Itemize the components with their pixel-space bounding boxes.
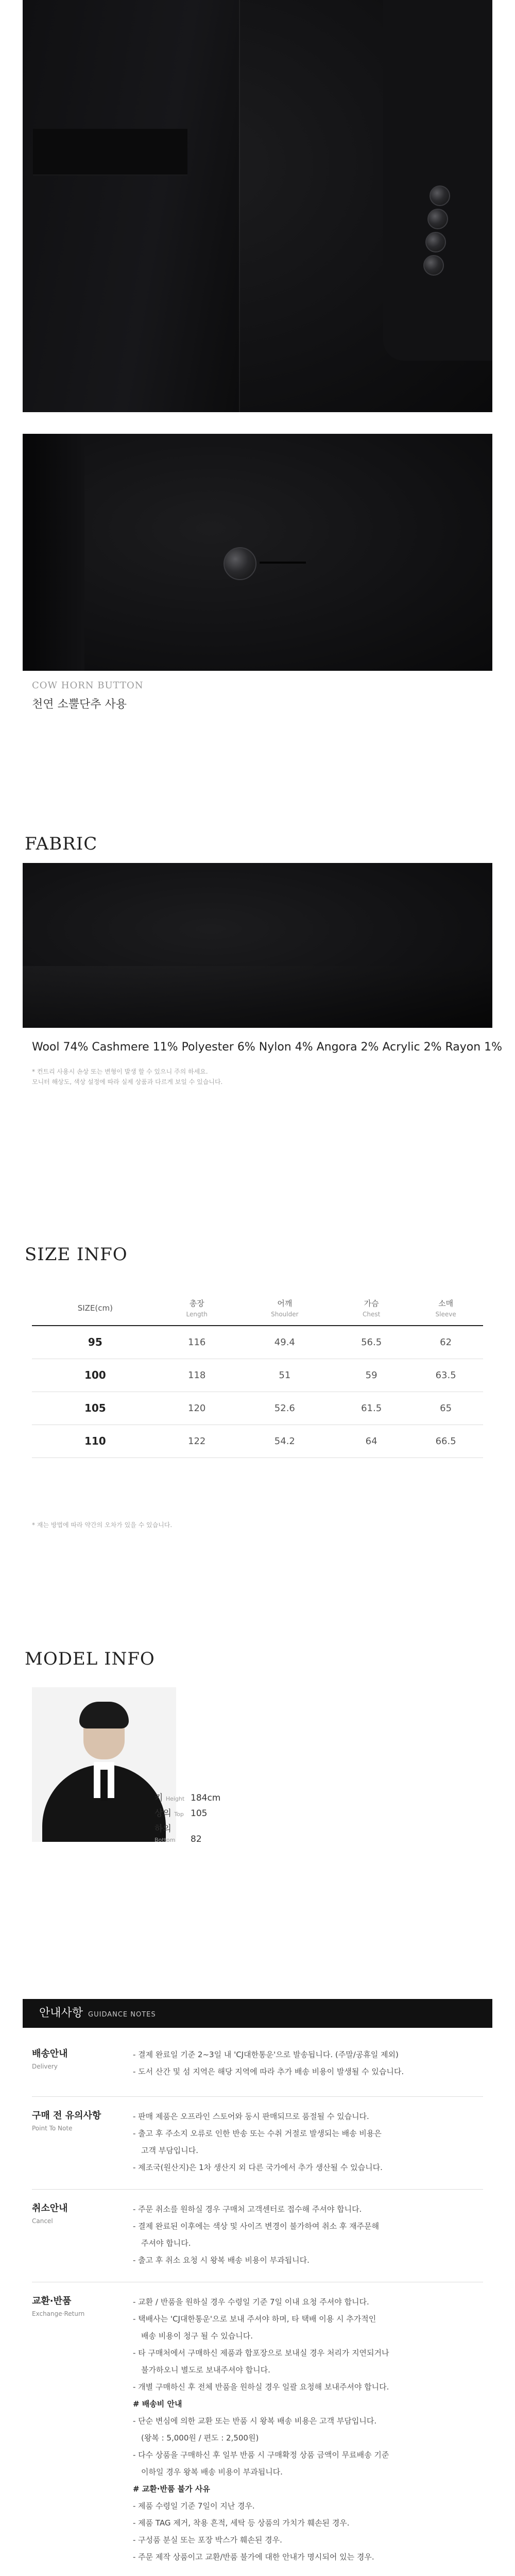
- list-item: - 판매 제품은 오프라인 스토어와 동시 판매되므로 품절될 수 있습니다.: [133, 2112, 369, 2121]
- list-item: - 타 구매처에서 구매하신 제품과 합포장으로 보내실 경우 처리가 지연되거나: [133, 2348, 389, 2358]
- model-info-title: MODEL INFO: [25, 1649, 155, 1669]
- sleeve-button: [430, 185, 450, 206]
- fabric-note: 모니터 해상도, 색상 설정에 따라 실제 상품과 다르게 보일 수 있습니다.: [32, 1078, 223, 1086]
- size-note: * 재는 방법에 따라 약간의 오차가 있을 수 있습니다.: [32, 1521, 173, 1529]
- list-item: - 개별 구매하신 후 전체 반품을 원하실 경우 일괄 요청해 보내주셔야 합니다.: [133, 2382, 389, 2392]
- model-photo: [32, 1687, 176, 1842]
- model-spec-top: 상의 Top 105: [154, 1808, 208, 1819]
- sleeve-shape: [383, 0, 492, 361]
- table-row: 110 122 54.2 64 66.5: [32, 1425, 483, 1458]
- table-row: 95 116 49.4 56.5 62: [32, 1326, 483, 1359]
- point-to-note-items: [133, 2108, 483, 2176]
- col-chest: 가슴 Chest: [334, 1291, 408, 1326]
- list-item: 고객 부담입니다.: [141, 2146, 198, 2155]
- model-spec-bottom: 하의 Bottom 82: [154, 1824, 202, 1844]
- list-item: (왕복 : 5,000원 / 편도 : 2,500원): [141, 2433, 259, 2443]
- sleeve-button: [427, 209, 448, 229]
- size-table: [32, 1291, 483, 1458]
- fabric-photo: [23, 863, 492, 1028]
- front-button: [224, 547, 256, 580]
- list-item: 이하일 경우 왕복 배송 비용이 부과됩니다.: [141, 2467, 283, 2477]
- col-shoulder: 어깨 Shoulder: [235, 1291, 334, 1326]
- list-item: 배송 비용이 청구 될 수 있습니다.: [141, 2331, 253, 2341]
- sleeve-button: [425, 232, 446, 252]
- fabric-fold: [23, 966, 492, 1028]
- guidance-header: 안내사항 GUIDANCE NOTES: [23, 1999, 492, 2028]
- pocket-flap: [33, 129, 187, 175]
- jacket-front-panel: [23, 0, 239, 412]
- fabric-note: * 컨트리 사용시 손상 또는 변형이 발생 할 수 있으니 주의 하세요.: [32, 1068, 208, 1075]
- list-item: - 출고 후 주소지 오류로 인한 반송 또는 수취 거절로 발생되는 배송 비용은: [133, 2129, 382, 2138]
- list-item: - 주문 취소를 원하실 경우 구매처 고객센터로 접수해 주셔야 합니다.: [133, 2205, 362, 2214]
- exchange-return-items: [133, 2294, 483, 2566]
- list-item: 불가하오니 별도로 보내주셔야 합니다.: [141, 2365, 270, 2375]
- list-item: - 제품 TAG 제거, 착용 흔적, 세탁 등 상품의 가치가 훼손된 경우.: [133, 2518, 350, 2528]
- detail-photo-sleeve-buttons: [23, 0, 492, 412]
- list-item: - 결제 완료된 이후에는 색상 및 사이즈 변경이 불가하여 취소 후 재주문해: [133, 2222, 380, 2231]
- size-info-title: SIZE INFO: [25, 1244, 128, 1265]
- list-item: - 결제 완료일 기준 2~3일 내 'CJ대한통운'으로 발송됩니다. (주말/공휴일 제외): [133, 2050, 399, 2059]
- list-item: - 도서 산간 및 섬 지역은 해당 지역에 따라 추가 배송 비용이 발생될 수 있습니다.: [133, 2067, 404, 2076]
- guidance-delivery: 배송안내 Delivery - 결제 완료일 기준 2~3일 내 'CJ대한통운'으로 발송됩니다. (주말/공휴일 제외) - 도서 산간 및 섬 지역은 해당 지역에 따라 추가 배송 비용이 발생될 수 있습니다.: [32, 2035, 483, 2097]
- col-length: 총장 Length: [159, 1291, 235, 1326]
- list-item: 주셔야 합니다.: [141, 2239, 191, 2248]
- size-table-header: [32, 1291, 483, 1326]
- detail-photo-front-button: [23, 434, 492, 671]
- list-item: - 구성품 분실 또는 포장 박스가 훼손된 경우.: [133, 2535, 282, 2545]
- delivery-items: [133, 2046, 483, 2080]
- list-item: # 배송비 안내: [133, 2399, 182, 2409]
- list-item: - 제조국(원산지)은 1차 생산지 외 다른 국가에서 추가 생산될 수 있습니다.: [133, 2163, 383, 2172]
- caption-button-en: COW HORN BUTTON: [32, 680, 144, 691]
- list-item: - 주문 제작 상품이고 교환/반품 불가에 대한 안내가 명시되어 있는 경우.: [133, 2552, 374, 2562]
- list-item: - 택배사는 'CJ대한통운'으로 보내 주셔야 하며, 타 택배 이용 시 추가적인: [133, 2314, 376, 2324]
- fabric-title: FABRIC: [25, 834, 98, 854]
- table-row: 105 120 52.6 61.5 65: [32, 1392, 483, 1425]
- sleeve-button: [423, 255, 444, 276]
- col-size: SIZE(cm): [32, 1291, 159, 1326]
- caption-button-ko: 천연 소뿔단추 사용: [32, 698, 127, 711]
- list-item: - 출고 후 취소 요청 시 왕복 배송 비용이 부과됩니다.: [133, 2256, 310, 2265]
- col-sleeve: 소매 Sleeve: [408, 1291, 483, 1326]
- guidance-exchange-return: 교환·반품 Exchange·Return - 교환 / 반품을 원하실 경우 수령일 기준 7일 이내 요청 주셔야 합니다. - 택배사는 'CJ대한통운'으로 보내 주셔야 하며, 타 택배 이용 시 추가적인 배송 비용이 청구 될 수 있습니다. - 타 구매처에서 구매하신 제품과 합포장으로 보내실 경우 처리가 지연되거나 불가하오니 별도로 보내주셔야 합니다. - 개별 구매하신 후 전체 반품을 원하실 경우 일괄 요청해 보내주셔야 합니다. # 배송비 안내 - 단순 변심에 의한 교환 또는 반품 시 왕복 배송 비용은 고객 부담입니다. (왕복 : 5,000원 / 편도 : 2,500원) - 다수 상품을 구매하신 후 일부 반품 시 구매확정 상품 금액이 무료배송 기준 이하일 경우 왕복 배송 비용이 부과됩니다. # 교환·반품 불가 사유 - 제품 수령일 기준 7일이 지난 경우. - 제품 TAG 제거, 착용 흔적, 세탁 등 상품의 가치가 훼손된 경우. - 구성품 분실 또는 포장 박스가 훼손된 경우. - 주문 제작 상품이고 교환/반품 불가에 대한 안내가 명시되어 있는 경우.: [32, 2282, 483, 2576]
- lapel-edge: [23, 434, 84, 671]
- list-item: - 단순 변심에 의한 교환 또는 반품 시 왕복 배송 비용은 고객 부담입니다.: [133, 2416, 377, 2426]
- list-item: - 제품 수령일 기준 7일이 지난 경우.: [133, 2501, 255, 2511]
- guidance-cancel: 취소안내 Cancel - 주문 취소를 원하실 경우 구매처 고객센터로 접수해 주셔야 합니다. - 결제 완료된 이후에는 색상 및 사이즈 변경이 불가하여 취소 후 재주문해 주셔야 합니다. - 출고 후 취소 요청 시 왕복 배송 비용이 부과됩니다.: [32, 2190, 483, 2282]
- list-item: # 교환·반품 불가 사유: [133, 2484, 210, 2494]
- cancel-items: [133, 2201, 483, 2269]
- guidance-point-to-note: 구매 전 유의사항 Point To Note - 판매 제품은 오프라인 스토어와 동시 판매되므로 품절될 수 있습니다. - 출고 후 주소지 오류로 인한 반송 또는 수취 거절로 발생되는 배송 비용은 고객 부담입니다. - 제조국(원산지)은 1차 생산지 외 다른 국가에서 추가 생산될 수 있습니다.: [32, 2097, 483, 2190]
- fabric-composition: Wool 74% Cashmere 11% Polyester 6% Nylon 4% Angora 2% Acrylic 2% Rayon 1%: [32, 1041, 503, 1054]
- seam-line: [239, 0, 240, 412]
- buttonhole: [260, 562, 306, 564]
- model-spec-height: 키 Height 184cm: [154, 1793, 221, 1803]
- model-tie: [100, 1770, 108, 1801]
- list-item: - 교환 / 반품을 원하실 경우 수령일 기준 7일 이내 요청 주셔야 합니다.: [133, 2297, 369, 2307]
- model-hair: [79, 1702, 129, 1728]
- table-row: 100 118 51 59 63.5: [32, 1359, 483, 1392]
- list-item: - 다수 상품을 구매하신 후 일부 반품 시 구매확정 상품 금액이 무료배송 기준: [133, 2450, 389, 2460]
